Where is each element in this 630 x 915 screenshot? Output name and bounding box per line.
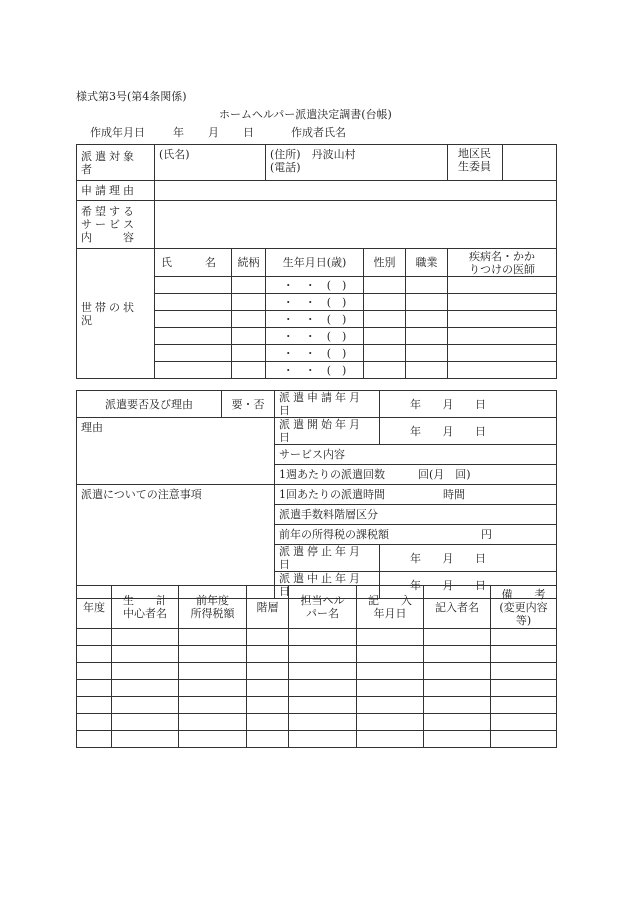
year-header: 年度	[77, 586, 112, 629]
name-label: (氏名)	[159, 148, 190, 161]
main-earner-header: 生 計 中心者名	[112, 586, 179, 629]
stop-date-label: 派遣停止年月日	[275, 545, 380, 572]
yes-no-option[interactable]: 要・否	[222, 391, 275, 418]
table-row	[77, 646, 557, 663]
district-value[interactable]	[503, 145, 556, 180]
weekly-count[interactable]: 1週あたりの派遣回数 回(月 回)	[275, 465, 557, 485]
form-number: 様式第3号(第4条関係)	[76, 90, 187, 103]
reason-label-2: 理由	[81, 421, 103, 434]
applicant-table	[76, 144, 557, 379]
caution-label: 派遣についての注意事項	[81, 488, 202, 501]
month-label: 月	[208, 126, 219, 139]
start-date-field[interactable]: 年 月 日	[380, 418, 557, 445]
table-row	[77, 663, 557, 680]
service-field[interactable]	[155, 201, 557, 249]
tier-header: 階層	[247, 586, 289, 629]
decision-label: 派遣要否及び理由	[77, 391, 222, 418]
apply-date-field[interactable]: 年 月 日	[380, 391, 557, 418]
apply-date-label: 派遣申請年月日	[275, 391, 380, 418]
table-row	[77, 697, 557, 714]
target-label: 派遣対象者	[77, 145, 155, 181]
table-row	[77, 629, 557, 646]
birth-cell[interactable]: ・ ・ ( )	[266, 311, 364, 328]
birth-cell[interactable]: ・ ・ ( )	[266, 294, 364, 311]
service-content[interactable]: サービス内容	[275, 445, 557, 465]
note-header: 備 考 (変更内容 等)	[491, 586, 557, 629]
household-name-header: 氏 名	[155, 249, 232, 277]
fee-class[interactable]: 派遣手数料階層区分	[275, 505, 557, 525]
reason-field[interactable]	[155, 181, 557, 201]
document-title: ホームヘルパー派遣決定調書(台帳)	[219, 108, 392, 121]
address-field[interactable]	[266, 145, 448, 181]
disease-header: 疾病名・かか りつけの医師	[448, 249, 557, 277]
year-label: 年	[173, 126, 184, 139]
created-date-label: 作成年月日	[90, 126, 145, 139]
district-cell	[448, 145, 557, 181]
cancel-date-field[interactable]: 年 月 日	[380, 572, 557, 599]
district-label-2: 生委員	[458, 160, 491, 173]
creator-label: 作成者氏名	[291, 126, 346, 139]
address-value: 丹波山村	[311, 148, 356, 161]
cancel-date-label: 派遣中止年月日	[275, 572, 380, 599]
service-label: 希望する サービス 内 容	[77, 201, 155, 249]
birth-cell[interactable]: ・ ・ ( )	[266, 362, 364, 379]
prev-tax-header: 前年度 所得税額	[179, 586, 247, 629]
address-label: (住所)	[270, 148, 301, 161]
entry-date-header: 記 入 年月日	[357, 586, 424, 629]
helper-header: 担当ヘル パー名	[289, 586, 357, 629]
name-field[interactable]	[155, 145, 266, 181]
sex-header: 性別	[364, 249, 406, 277]
hours-per-visit[interactable]: 1回あたりの派遣時間 時間	[275, 485, 557, 505]
decision-table	[76, 390, 557, 599]
table-row	[77, 731, 557, 748]
caution-area[interactable]	[77, 485, 275, 599]
stop-date-field[interactable]: 年 月 日	[380, 545, 557, 572]
birth-cell[interactable]: ・ ・ ( )	[266, 277, 364, 294]
start-date-label: 派遣開始年月日	[275, 418, 380, 445]
household-label: 世帯の状況	[77, 249, 155, 379]
birth-cell[interactable]: ・ ・ ( )	[266, 328, 364, 345]
birth-cell[interactable]: ・ ・ ( )	[266, 345, 364, 362]
history-table	[76, 585, 557, 748]
table-row	[77, 680, 557, 697]
recorder-header: 記入者名	[424, 586, 491, 629]
reason-area[interactable]	[77, 418, 275, 485]
relation-header: 続柄	[232, 249, 266, 277]
day-label: 日	[243, 126, 254, 139]
phone-label: (電話)	[270, 161, 301, 174]
table-row	[77, 714, 557, 731]
reason-label: 申請理由	[77, 181, 155, 201]
job-header: 職業	[406, 249, 448, 277]
birth-header: 生年月日(歳)	[266, 249, 364, 277]
tax-amount[interactable]: 前年の所得税の課税額 円	[275, 525, 557, 545]
district-label-1: 地区民	[458, 147, 491, 160]
